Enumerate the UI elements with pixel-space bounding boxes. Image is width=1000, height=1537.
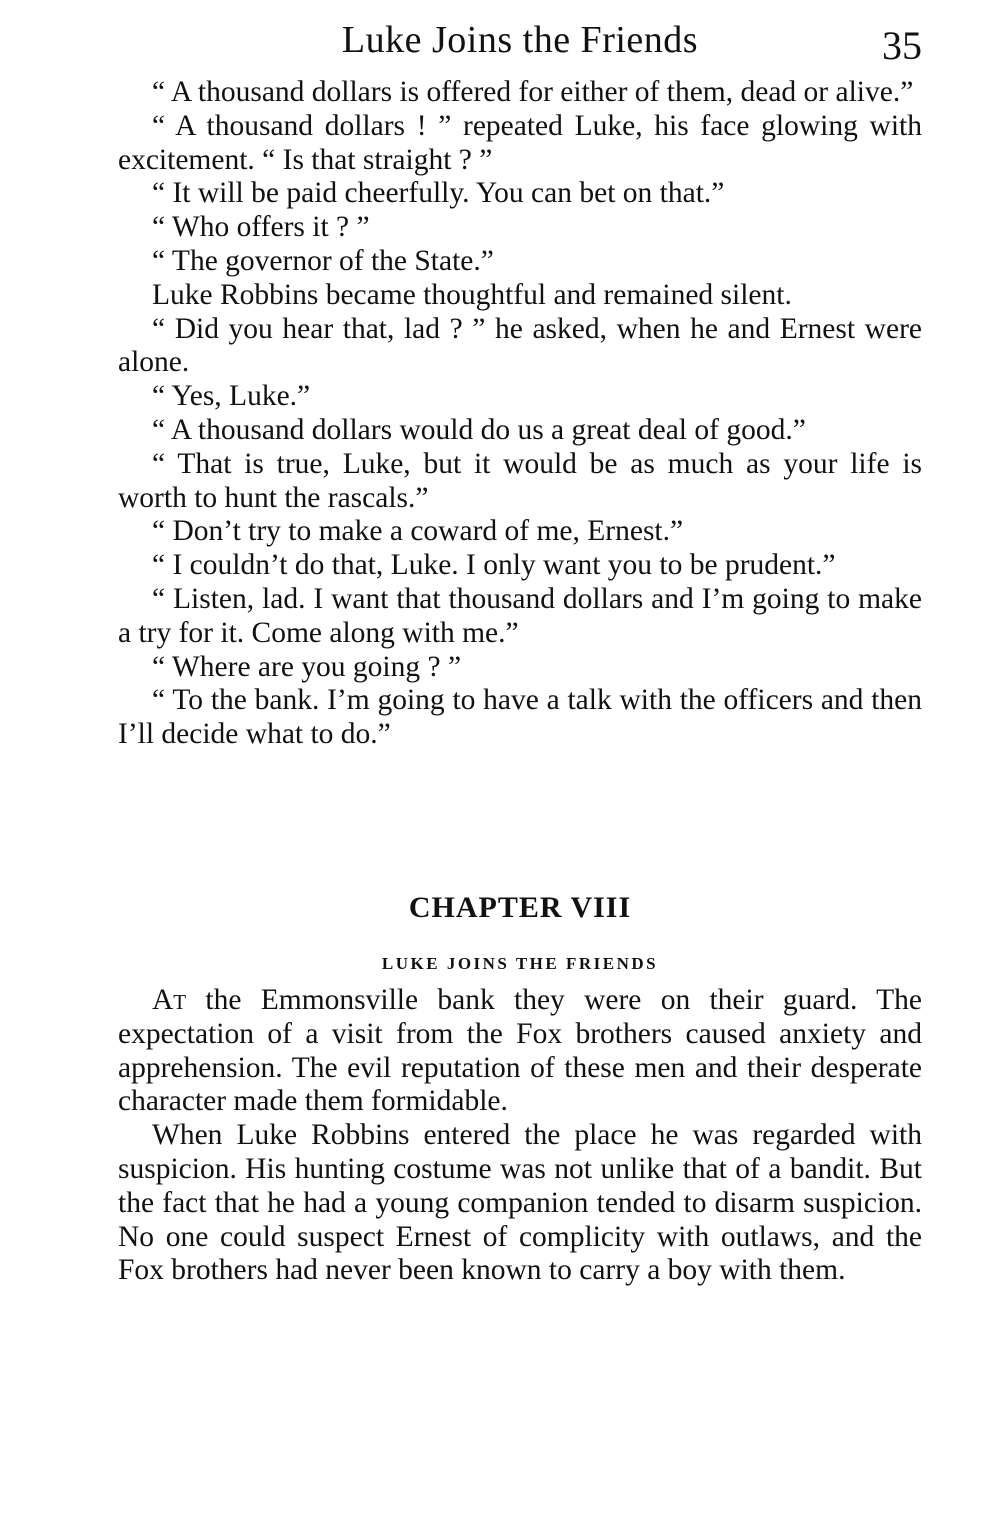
paragraph: Luke Robbins became thoughtful and remained silent. xyxy=(152,278,792,311)
paragraph: “ Yes, Luke.” xyxy=(152,380,311,413)
paragraph: “ Don’t try to make a coward of me, Ernest.” xyxy=(152,515,684,548)
book-page xyxy=(118,0,922,1288)
paragraph: “ To the bank. I’m going to have a talk with the officers and then I’ll decide what to do.” xyxy=(118,684,922,751)
page-number: 35 xyxy=(882,23,922,68)
paragraph: “ Where are you going ? ” xyxy=(152,650,462,683)
paragraph: “ A thousand dollars ! ” repeated Luke, his face glowing with excitement. “ Is that straight ? ” xyxy=(118,109,922,176)
paragraph: “ The governor of the State.” xyxy=(152,244,494,277)
paragraph: “ Who offers it ? ” xyxy=(152,211,370,244)
paragraph: “ Did you hear that, lad ? ” he asked, when he and Ernest were alone. xyxy=(118,312,922,379)
paragraph: “ Listen, lad. I want that thousand dollars and I’m going to make a try for it. Come along with me.” xyxy=(118,582,922,649)
body-text-before-chapter xyxy=(118,76,922,752)
running-title: Luke Joins the Friends xyxy=(341,19,699,61)
section-gap xyxy=(118,752,922,880)
paragraph: “ I couldn’t do that, Luke. I only want you to be prudent.” xyxy=(152,549,836,582)
paragraph: When Luke Robbins entered the place he was regarded with suspicion. His hunting costume was not unlike that of a bandit. But the fact that he had a young companion tended to disarm suspicion. No one could suspect Ernest of complicity with outlaws, and the Fox brothers had never been known to carry a boy with them. xyxy=(118,1119,922,1287)
paragraph: “ A thousand dollars is offered for either of them, dead or alive.” xyxy=(152,76,914,108)
paragraph: “ That is true, Luke, but it would be as much as your life is worth to hunt the rascals.” xyxy=(118,447,922,514)
chapter-opening-paragraph xyxy=(118,984,922,1119)
paragraph: “ A thousand dollars would do us a great deal of good.” xyxy=(152,413,806,446)
chapter-subtitle: LUKE JOINS THE FRIENDS xyxy=(381,953,659,973)
chapter-opening-word: At xyxy=(152,983,187,1016)
chapter-opening-text: the Emmonsville bank they were on their guard. The expectation of a visit from the Fox brothers caused anxiety and apprehension. The evil reputation of these men and their desperate character made them formidable. xyxy=(118,983,922,1118)
paragraph: “ It will be paid cheerfully. You can bet on that.” xyxy=(152,177,725,210)
chapter-heading: CHAPTER VIII xyxy=(408,890,632,924)
chapter-body-text xyxy=(118,984,922,1288)
running-head xyxy=(118,0,922,76)
